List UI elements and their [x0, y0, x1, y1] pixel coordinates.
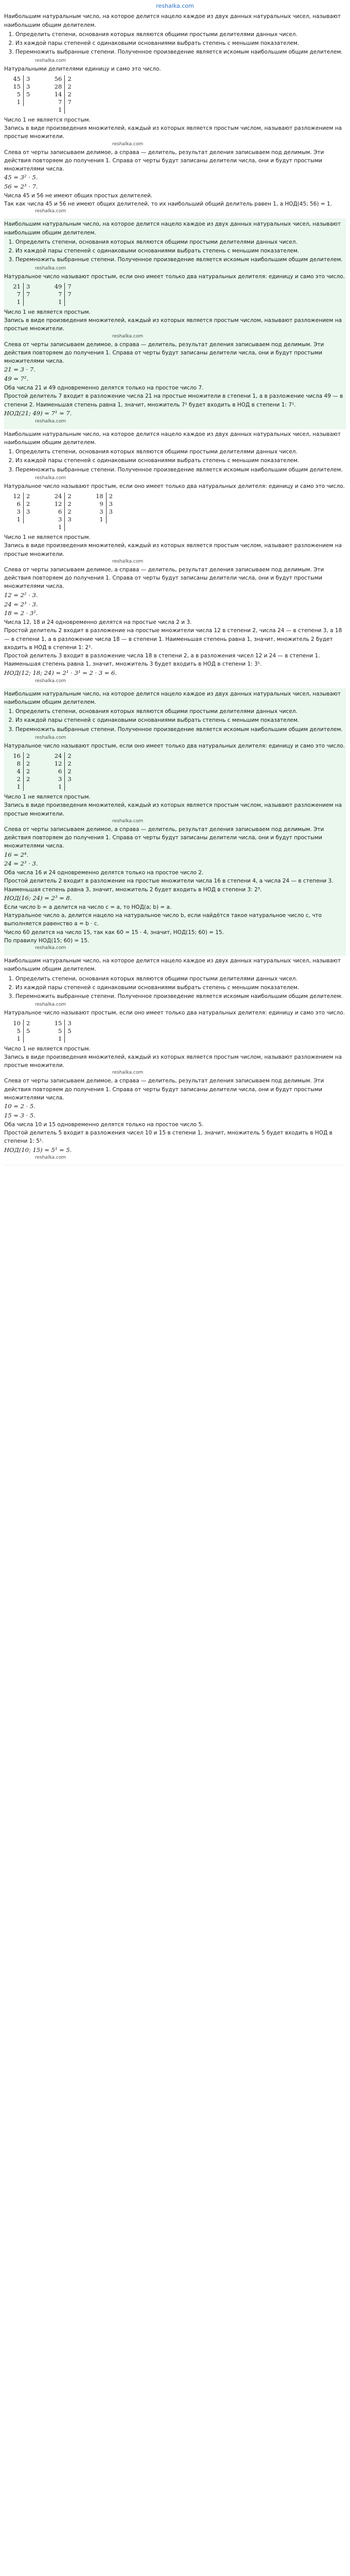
dividend-cell: 7: [58, 290, 62, 298]
dividend-cell: 15: [13, 82, 21, 90]
dividend-cell: 2: [16, 775, 21, 783]
paragraph: Натуральными делителями единицу и само это число.: [4, 65, 161, 72]
paragraph: Запись в виде произведения множителей, каждый из которых является простым числом, называют разложением на простые множители.: [4, 125, 342, 140]
dividend-cell: 1: [58, 1035, 62, 1042]
divisor-cell: 7: [26, 290, 30, 298]
site-header: [4, 0, 346, 11]
dividend-cell: 18: [96, 493, 103, 500]
factorization-table: [9, 283, 30, 306]
divisor-column: [65, 283, 71, 306]
definition-text: Наибольшим натуральным число, на которое делится нацело каждое из двух данных натуральных чисел, называют наибольшим общим делителем.: [4, 958, 341, 973]
formula: НОД(12; 18; 24) = 2¹ · 3¹ = 2 · 3 = 6.: [4, 669, 117, 676]
divisor-cell: 2: [67, 82, 72, 90]
formula: 12 = 2² · 3.: [4, 591, 38, 599]
divisor-column: [65, 493, 71, 531]
dividend-column: [50, 283, 65, 306]
paragraph: Число 1 не является простым.: [4, 309, 91, 315]
factorization-table: [50, 283, 71, 306]
step-item: 2. Из каждой пары степеней с одинаковыми основаниями выбрать степень с меньшим показателем.: [15, 247, 346, 255]
watermark-text: reshalka.com: [35, 1155, 66, 1161]
solution-section: [4, 956, 346, 1165]
dividend-cell: 5: [16, 1027, 21, 1035]
dividend-cell: 1: [58, 106, 62, 113]
factorization-table: [92, 493, 113, 523]
dividend-cell: 21: [13, 282, 21, 290]
formula: 24 = 2³ · 3.: [4, 860, 38, 868]
solution-section: [4, 219, 346, 429]
divisor-cell: [67, 106, 71, 114]
step-item: 2. Из каждой пары степеней с одинаковыми основаниями выбрать степень с меньшим показателем.: [15, 984, 346, 992]
divisor-cell: 5: [67, 1027, 72, 1035]
dividend-cell: 1: [16, 516, 21, 523]
paragraph: Простой делитель 5 входит в разложения чисел 10 и 15 в степени 1, значит, множитель 5 будет входить в НОД в степени 1: 5¹.: [4, 1130, 332, 1145]
definition-text: Наибольшим натуральным число, на которое делится нацело каждое из двух данных натуральных чисел, называют наибольшим общим делителем.: [4, 431, 341, 446]
divisor-cell: [67, 1035, 71, 1043]
paragraph: По правилу НОД(15; 60) = 15.: [4, 937, 90, 944]
paragraph: Числа 45 и 56 не имеют общих простых делителей.: [4, 192, 153, 199]
dividend-cell: 1: [58, 298, 62, 306]
divisor-cell: 3: [109, 500, 113, 508]
dividend-column: [9, 493, 24, 523]
divisor-cell: 2: [26, 500, 30, 508]
watermark-text: reshalka.com: [112, 1070, 144, 1076]
divisor-column: [65, 752, 71, 791]
dividend-cell: 1: [58, 783, 62, 791]
step-item: 1. Определить степени, основания которых являются общими простыми делителями данных чисел.: [15, 448, 346, 456]
paragraph: Слева от черты записываем делимое, а справа — делитель, результат деления записываем под делимым. Эти действия повторяем до получения 1. Справа от черты будут записаны делители числа, они и будут простыми множителями числа.: [4, 826, 324, 850]
formula: НОД(16; 24) = 2³ = 8.: [4, 894, 72, 902]
divisor-column: [24, 1020, 30, 1043]
watermark-text: reshalka.com: [112, 558, 144, 564]
paragraph: Так как числа 45 и 56 не имеют общих делителей, то их наибольший общий делитель равен 1, а НОД(45; 56) = 1.: [4, 201, 332, 208]
dividend-cell: 28: [54, 82, 62, 90]
formula: 15 = 3 · 5.: [4, 1111, 36, 1119]
dividend-cell: 7: [16, 290, 21, 298]
step-item: 2. Из каждой пары степеней с одинаковыми основаниями выбрать степень с меньшим показателем.: [15, 716, 346, 724]
step-item: 3. Перемножить выбранные степени. Полученное произведение является искомым наибольшим общим делителем.: [15, 466, 346, 474]
divisor-cell: 5: [26, 1027, 30, 1035]
divisor-cell: 2: [26, 1019, 30, 1027]
divisor-cell: [67, 523, 71, 531]
definition-text: Наибольшим натуральным число, на которое делится нацело каждое из двух данных натуральных чисел, называют наибольшим общим делителем.: [4, 13, 341, 28]
paragraph: Натуральное число называют простым, если оно имеет только два натуральных делителя: единицу и само это число.: [4, 483, 345, 489]
formula: 16 = 2⁴.: [4, 851, 29, 858]
divisor-cell: [26, 783, 30, 791]
dividend-cell: 49: [54, 282, 62, 290]
factorization-row: [4, 73, 346, 116]
paragraph: Простой делитель 7 входит в разложение числа 21 на простые множители в степени 1, а в разложение числа 49 — в степени 2. Наименьшая степень равна 1, значит, множитель 7¹ будет входить в НОД в степени 1: 7¹.: [4, 393, 343, 408]
divisor-cell: 3: [67, 516, 72, 523]
divisor-cell: [26, 98, 30, 106]
factorization-table: [50, 1020, 71, 1043]
paragraph: Простой делитель 2 входит в разложение на простые множители числа 16 в степени 4, а числа 24 — в степени 3. Наименьшая степень равна 3, значит, множитель 2 будет входить в НОД в степени 3: 2³.: [4, 878, 334, 893]
solution-content: [4, 11, 346, 1165]
divisor-cell: 2: [67, 493, 72, 500]
divisor-cell: 2: [67, 760, 72, 768]
dividend-cell: 5: [58, 1027, 62, 1035]
divisor-column: [65, 1020, 71, 1043]
dividend-cell: 1: [16, 298, 21, 306]
divisor-cell: 7: [67, 290, 72, 298]
paragraph: Числа 12, 18 и 24 одновременно делятся на простые числа 2 и 3.: [4, 619, 192, 626]
paragraph: Оба числа 16 и 24 одновременно делятся только на простое число 2.: [4, 870, 204, 876]
divisor-cell: [26, 1035, 30, 1043]
dividend-column: [50, 1020, 65, 1043]
paragraph: Оба числа 10 и 15 одновременно делятся только на простое число 5.: [4, 1121, 204, 1128]
dividend-column: [50, 752, 65, 791]
steps-list: [4, 975, 346, 1001]
definition-text: Наибольшим натуральным число, на которое делится нацело каждое из двух данных натуральных чисел, называют наибольшим общим делителем.: [4, 690, 341, 705]
paragraph: Оба числа 21 и 49 одновременно делятся только на простое число 7.: [4, 385, 204, 392]
watermark-text: reshalka.com: [112, 818, 144, 824]
factorization-table: [9, 1020, 30, 1043]
paragraph: Если число b = a делится на число c = a, то НОД(a; b) = a.: [4, 904, 172, 910]
dividend-cell: 5: [16, 90, 21, 98]
step-item: 3. Перемножить выбранные степени. Полученное произведение является искомым наибольшим общим делителем.: [15, 725, 346, 734]
dividend-cell: 12: [54, 760, 62, 768]
paragraph: Слева от черты записываем делимое, а справа — делитель, результат деления записываем под делимым. Эти действия повторяем до получения 1. Справа от черты будут записаны делители числа, они и будут простыми множителями числа.: [4, 149, 324, 173]
formula: 56 = 2³ · 7.: [4, 183, 38, 191]
dividend-column: [9, 283, 24, 306]
watermark-text: reshalka.com: [35, 209, 66, 214]
watermark-text: reshalka.com: [112, 141, 144, 147]
watermark-text: reshalka.com: [35, 1002, 66, 1008]
page: [0, 0, 350, 1165]
watermark-text: reshalka.com: [35, 735, 66, 740]
paragraph: Простой делитель 2 входит в разложение на простые множители числа 12 в степени 2, числа 24 — в степени 3, а 18 — в степени 1, а в разложение числа 18 — в степени 1. Наименьшая степень равна 1, значит, множитель 2 будет входить в НОД в степени 1: 2¹.: [4, 628, 342, 651]
divisor-cell: 2: [67, 508, 72, 516]
watermark-text: reshalka.com: [35, 475, 66, 481]
paragraph: Слева от черты записываем делимое, а справа — делитель, результат деления записываем под делимым. Эти действия повторяем до получения 1. Справа от черты будут записаны делители числа, они и будут простыми множителями числа.: [4, 566, 324, 590]
formula: 21 = 3 · 7.: [4, 366, 36, 374]
paragraph: Запись в виде произведения множителей, каждый из которых является простым числом, называют разложением на простые множители.: [4, 802, 342, 817]
step-item: 1. Определить степени, основания которых являются общими простыми делителями данных чисел.: [15, 975, 346, 983]
divisor-column: [107, 493, 113, 523]
dividend-cell: 12: [54, 500, 62, 508]
watermark-text: reshalka.com: [35, 265, 66, 271]
paragraph: Запись в виде произведения множителей, каждый из которых является простым числом, называют разложением на простые множители.: [4, 1054, 342, 1069]
divisor-column: [24, 752, 30, 791]
divisor-cell: 2: [26, 752, 30, 760]
divisor-cell: 2: [26, 493, 30, 500]
divisor-column: [24, 75, 30, 106]
dividend-column: [92, 493, 107, 523]
dividend-cell: 45: [13, 75, 21, 82]
site-name[interactable]: reshalka.com: [156, 3, 194, 9]
dividend-cell: 16: [13, 752, 21, 760]
solution-section: [4, 429, 346, 689]
factorization-table: [9, 75, 30, 106]
factorization-table: [50, 752, 71, 791]
step-item: 3. Перемножить выбранные степени. Полученное произведение является искомым наибольшим общим делителем.: [15, 992, 346, 1001]
paragraph: Число 1 не является простым.: [4, 116, 91, 123]
step-item: 2. Из каждой пары степеней с одинаковыми основаниями выбрать степень с меньшим показателем.: [15, 39, 346, 47]
dividend-cell: 1: [99, 516, 103, 523]
divisor-cell: 3: [67, 1019, 72, 1027]
dividend-column: [9, 752, 24, 791]
divisor-cell: 2: [67, 768, 72, 775]
definition-text: Наибольшим натуральным число, на которое делится нацело каждое из двух данных натуральных чисел, называют наибольшим общим делителем.: [4, 221, 341, 236]
step-item: 1. Определить степени, основания которых являются общими простыми делителями данных чисел.: [15, 707, 346, 716]
paragraph: Натуральное число называют простым, если оно имеет только два натуральных делителя: единицу и само это число.: [4, 1010, 345, 1016]
dividend-cell: 4: [16, 768, 21, 775]
factorization-row: [4, 490, 346, 533]
divisor-cell: 2: [67, 90, 72, 98]
paragraph: Натуральное число a, делится нацело на натуральное число b, если найдётся такое натуральное число c, что выполняется равенство a = b · c.: [4, 912, 322, 927]
dividend-cell: 15: [54, 1019, 62, 1027]
dividend-cell: 6: [16, 500, 21, 508]
dividend-cell: 3: [99, 508, 103, 516]
divisor-column: [24, 493, 30, 523]
formula: 10 = 2 · 5.: [4, 1103, 36, 1110]
step-item: 3. Перемножить выбранные степени. Полученное произведение является искомым наибольшим общим делителем.: [15, 48, 346, 56]
divisor-cell: [67, 298, 71, 306]
paragraph: Натуральное число называют простым, если оно имеет только два натуральных делителя: единицу и само это число.: [4, 742, 345, 749]
dividend-cell: 24: [54, 493, 62, 500]
factorization-table: [9, 493, 30, 523]
factorization-row: [4, 1018, 346, 1045]
paragraph: Слева от черты записываем делимое, а справа — делитель, результат деления записываем под делимым. Эти действия повторяем до получения 1. Справа от черты будут записаны делители числа, они и будут простыми множителями числа.: [4, 1078, 324, 1101]
watermark-text: reshalka.com: [35, 678, 66, 684]
dividend-cell: 12: [13, 493, 21, 500]
paragraph: Число 1 не является простым.: [4, 1045, 91, 1052]
formula: 45 = 3² · 5.: [4, 174, 38, 181]
factorization-row: [4, 750, 346, 793]
divisor-cell: 2: [67, 752, 72, 760]
divisor-cell: 3: [26, 75, 30, 82]
paragraph: Слева от черты записываем делимое, а справа — делитель, результат деления записываем под делимым. Эти действия повторяем до получения 1. Справа от черты будут записаны делители числа, они и будут простыми множителями числа.: [4, 341, 324, 365]
step-item: 1. Определить степени, основания которых являются общими простыми делителями данных чисел.: [15, 30, 346, 39]
dividend-cell: 9: [99, 500, 103, 508]
dividend-cell: 24: [54, 752, 62, 760]
divisor-cell: 3: [26, 82, 30, 90]
dividend-cell: 3: [58, 516, 62, 523]
formula: НОД(21; 49) = 7¹ = 7.: [4, 409, 72, 417]
solution-section: [4, 11, 346, 219]
dividend-column: [50, 493, 65, 531]
steps-list: [4, 707, 346, 734]
divisor-cell: 2: [26, 760, 30, 768]
dividend-cell: 10: [13, 1019, 21, 1027]
divisor-cell: [109, 516, 113, 523]
divisor-cell: 2: [109, 493, 113, 500]
dividend-cell: 3: [16, 508, 21, 516]
divisor-cell: 2: [26, 768, 30, 775]
paragraph: Простой делитель 3 входит в разложение числа 18 в степени 2, а в разложения чисел 12 и 24 — в степени 1. Наименьшая степень равна 1, значит, множитель 3 будет входить в НОД в степени 1: 3¹.: [4, 653, 320, 668]
dividend-cell: 1: [16, 1035, 21, 1042]
steps-list: [4, 238, 346, 264]
divisor-cell: 3: [26, 508, 30, 516]
step-item: 2. Из каждой пары степеней с одинаковыми основаниями выбрать степень с меньшим показателем.: [15, 456, 346, 465]
divisor-cell: 2: [26, 775, 30, 783]
dividend-cell: 1: [58, 523, 62, 531]
dividend-column: [9, 1020, 24, 1043]
divisor-cell: 5: [26, 90, 30, 98]
dividend-cell: 14: [54, 90, 62, 98]
paragraph: Число 1 не является простым.: [4, 534, 91, 541]
watermark-text: reshalka.com: [35, 58, 66, 63]
watermark-text: reshalka.com: [35, 945, 66, 951]
divisor-cell: 3: [26, 282, 30, 290]
dividend-cell: 7: [58, 98, 62, 106]
divisor-cell: 7: [67, 98, 72, 106]
paragraph: Запись в виде произведения множителей, каждый из которых является простым числом, называют разложением на простые множители.: [4, 317, 342, 332]
dividend-cell: 1: [16, 783, 21, 791]
formula: 49 = 7².: [4, 375, 29, 383]
factorization-row: [4, 281, 346, 308]
watermark-text: reshalka.com: [35, 418, 66, 424]
dividend-cell: 1: [16, 98, 21, 106]
divisor-cell: 3: [109, 508, 113, 516]
divisor-cell: [67, 783, 71, 791]
dividend-column: [9, 75, 24, 106]
dividend-column: [50, 75, 65, 114]
divisor-cell: 2: [67, 500, 72, 508]
factorization-table: [50, 75, 71, 114]
solution-section: [4, 689, 346, 956]
formula: НОД(10; 15) = 5¹ = 5.: [4, 1146, 72, 1154]
watermark-text: reshalka.com: [112, 333, 144, 339]
dividend-cell: 56: [54, 75, 62, 82]
factorization-table: [9, 752, 30, 791]
paragraph: Число 60 делится на число 15, так как 60 = 15 · 4, значит, НОД(15; 60) = 15.: [4, 929, 224, 936]
divisor-cell: 3: [67, 775, 72, 783]
step-item: 1. Определить степени, основания которых являются общими простыми делителями данных чисел.: [15, 238, 346, 246]
step-item: 3. Перемножить выбранные степени. Полученное произведение является искомым наибольшим общим делителем.: [15, 256, 346, 264]
dividend-cell: 3: [58, 775, 62, 783]
divisor-column: [65, 75, 71, 114]
dividend-cell: 8: [16, 760, 21, 768]
steps-list: [4, 30, 346, 57]
divisor-cell: [26, 516, 30, 523]
divisor-cell: [26, 298, 30, 306]
paragraph: Натуральное число называют простым, если оно имеет только два натуральных делителя: единицу и само это число.: [4, 273, 345, 280]
paragraph: Запись в виде произведения множителей, каждый из которых является простым числом, называют разложением на простые множители.: [4, 543, 342, 557]
formula: 18 = 2 · 3².: [4, 609, 38, 617]
formula: 24 = 2³ · 3.: [4, 600, 38, 608]
paragraph: Число 1 не является простым.: [4, 794, 91, 801]
factorization-table: [50, 493, 71, 531]
dividend-cell: 6: [58, 508, 62, 516]
divisor-column: [24, 283, 30, 306]
dividend-cell: 6: [58, 768, 62, 775]
steps-list: [4, 448, 346, 474]
divisor-cell: 7: [67, 282, 72, 290]
divisor-cell: 2: [67, 75, 72, 82]
